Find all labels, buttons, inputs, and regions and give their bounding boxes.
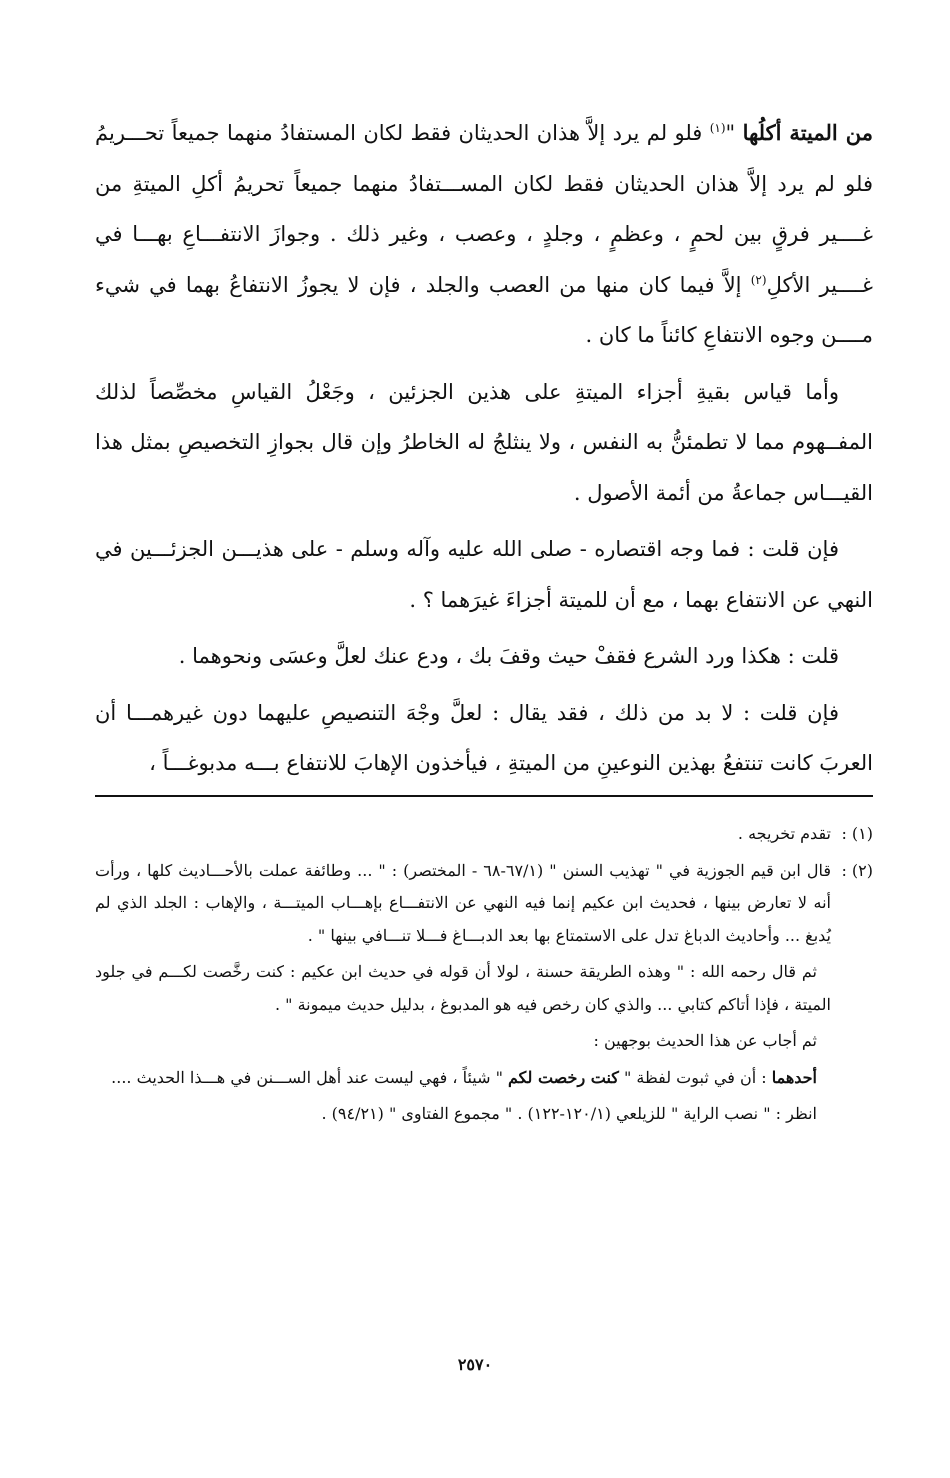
paragraph-1-text-2: إلاَّ فيما كان منها من العصب والجلد ، فإن لا يجوزُ الانتفاعُ بهما في شيء مــــن وجوه الانتفاعِ كائناً ما كان . — [95, 272, 873, 347]
footnote-1-text: تقدم تخريجه . — [737, 824, 831, 843]
footnote-2-continuation-3 — [95, 1062, 873, 1095]
paragraph-2: وأما قياس بقيةِ أجزاء الميتةِ على هذين الجزئين ، وجَعْلُ القياسِ مخصِّصاً لذلك المفــهوم مما لا تطمئنُّ به النفس ، ولا ينثلجُ له الخاطرُ وإن قال بجوازِ التخصيصِ بمثل هذا القيـــاس جماعةُ من أئمة الأصول . — [95, 379, 873, 505]
footnote-2-continuation-2: ثم أجاب عن هذا الحديث بوجهين : — [593, 1031, 817, 1050]
footnote-2-continuation-3-bold: كنت رخصت لكم — [508, 1067, 619, 1087]
paragraph-5: فإن قلت : لا بد من ذلك ، فقد يقال : لعلَّ وجْهَ التنصيصِ عليهما دون غيرهمـــا أن العربَ كانت تنتفعُ بهذين النوعينِ من الميتةِ ، فيأخذون الإهابَ للانتفاع بـــه مدبوغـــاً ، — [95, 700, 873, 775]
footnotes — [95, 818, 873, 1131]
footnote-ref-1[interactable]: (١) — [709, 121, 726, 135]
footnote-2-continuation-1: ثم قال رحمه الله : " وهذه الطريقة حسنة ، لولا أن قوله في حديث ابن عكيم : كنت رخَّصت لكـــم في جلود الميتة ، فإذا أتاكم كتابي ... والذي كان رخص فيه هو المدبوغ ، بدليل حديث ميمونة " . — [95, 962, 831, 1014]
main-text — [95, 108, 873, 789]
footnote-1 — [95, 818, 873, 851]
footnote-2-continuation-3-b: " شيئاً ، فهي ليست عند أهل الســـنن في هـــذا الحديث .... — [111, 1067, 509, 1087]
paragraph-4: قلت : هكذا ورد الشرع فقفْ حيث وقفَ بك ، ودع عنك لعلَّ وعسَى ونحوهما . — [178, 644, 839, 668]
paragraph-1-lead: من الميتة أكلُها — [742, 120, 873, 145]
footnote-2-continuation-3-lead: أحدهما — [771, 1067, 817, 1087]
footnote-2-text: قال ابن قيم الجوزية في " تهذيب السنن " (٦٧/١-٦٨ - المختصر) : " ... وطائفة عملت بالأحـــاديث كلها ، ورأت أنه لا تعارض بينها ، فحديث ابن عكيم إنما فيه النهي عن الانتفـــاع بإهـــاب الميتـــة ، والإهاب : الجلد الذي لم يُدبغ ... وأحاديث الدباغ تدل على الاستمتاع بها بعد الدبـــاغ فـــلا تنـــافي بينها " . — [95, 860, 832, 945]
page-number: ٢٥٧٠ — [457, 1355, 493, 1374]
footnote-2-number: (٢) : — [841, 860, 874, 880]
footnote-1-number: (١) : — [841, 824, 873, 843]
footnote-separator — [95, 795, 873, 797]
paragraph-1-text: فلو لم يرد إلاَّ هذان الحديثان فقط لكان المستفادُ منهما جميعاً تحـــريمُ فلو لم يرد إلاَّ هذان الحديثان فقط لكان المســـتفادُ منهما جميعاً تحريمُ أكلِ الميتةِ من غــــير فرقٍ بين لحمٍ ، وعظمٍ ، وجلدٍ ، وعصب ، وغير ذلك . وجوازَ الانتفـــاعِ بهـــا في غــــير الأكلِ — [95, 121, 873, 297]
footnote-2-continuation-4: انظر : " نصب الراية " للزيلعي (١٢٠/١-١٢٢) . " مجموع الفتاوى " (٩٤/٢١) . — [321, 1104, 817, 1123]
paragraph-3: فإن قلت : فما وجه اقتصاره - صلى الله عليه وآله وسلم - على هذيـــن الجزئـــين في النهي عن الانتفاع بهما ، مع أن للميتة أجزاءَ غيرَهما ؟ . — [95, 537, 873, 612]
footnote-ref-2[interactable]: (٢) — [750, 272, 767, 287]
paragraph-1-quote: " — [725, 121, 743, 145]
footnote-2-continuation-3-a: : أن في ثبوت لفظة " — [618, 1067, 772, 1087]
footnote-2 — [95, 855, 873, 953]
paragraph-1 — [95, 108, 873, 361]
